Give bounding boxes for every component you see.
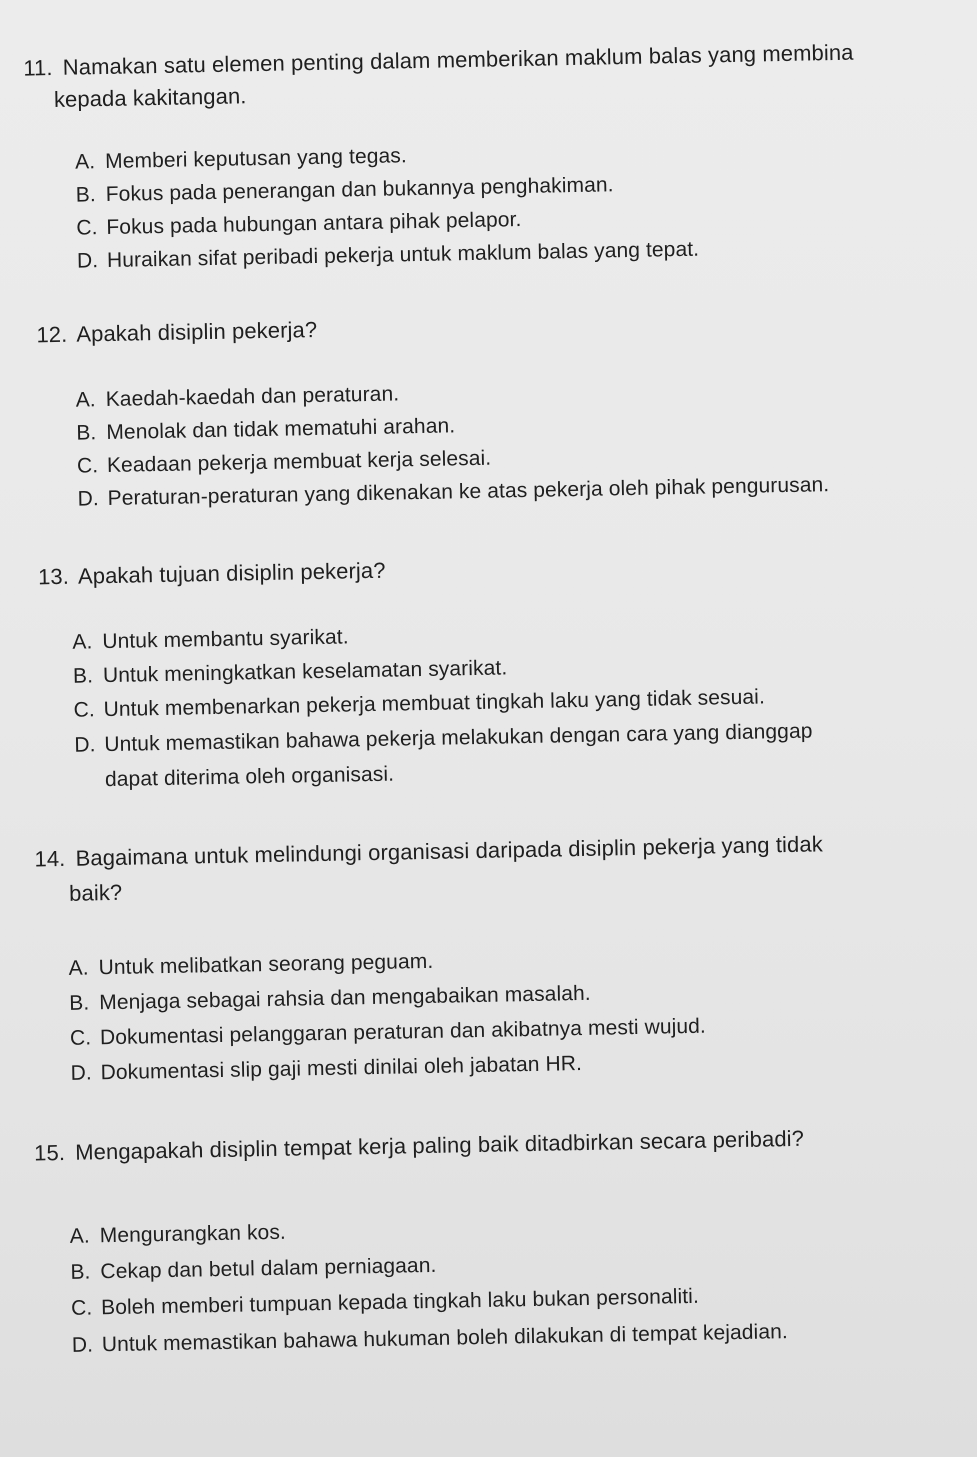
option-12-a	[75, 382, 399, 412]
option-15-b	[70, 1254, 436, 1285]
option-text: Mengurangkan kos.	[99, 1220, 287, 1248]
option-letter: C.	[70, 1296, 93, 1320]
option-letter: C.	[69, 1026, 92, 1050]
question-text: Namakan satu elemen penting dalam memberikan maklum balas yang membina	[62, 39, 854, 80]
option-letter: C.	[76, 454, 99, 478]
option-letter: D.	[70, 1061, 93, 1085]
option-letter: B.	[69, 991, 90, 1015]
option-letter: C.	[76, 216, 98, 240]
option-letter: B.	[75, 183, 97, 207]
option-letter: B.	[76, 421, 97, 445]
option-text: Untuk meningkatkan keselamatan syarikat.	[102, 656, 508, 688]
question-13-line-1	[38, 559, 386, 590]
question-11-line-1	[23, 41, 854, 81]
option-letter: A.	[68, 956, 89, 980]
option-14-a	[68, 950, 433, 981]
option-letter: D.	[71, 1333, 94, 1357]
option-11-c	[76, 208, 521, 241]
question-text: baik?	[68, 879, 123, 906]
question-11-line-2	[54, 84, 247, 112]
option-15-a	[70, 1221, 287, 1249]
option-letter: B.	[72, 664, 94, 688]
option-text: Boleh memberi tumpuan kepada tingkah laku bukan personaliti.	[100, 1284, 700, 1320]
option-15-c	[71, 1285, 699, 1321]
option-letter: D.	[77, 487, 100, 511]
option-text: Huraikan sifat peribadi pekerja untuk maklum balas yang tepat.	[106, 237, 700, 272]
option-11-a	[75, 144, 407, 174]
question-number: 13.	[37, 563, 70, 590]
option-12-d	[77, 473, 829, 511]
option-text: Memberi keputusan yang tegas.	[104, 144, 408, 174]
option-13-d-line-2	[105, 763, 395, 793]
option-text: Cekap dan betul dalam perniagaan.	[100, 1253, 437, 1284]
option-text: Untuk membenarkan pekerja membuat tingkah laku yang tidak sesuai.	[103, 685, 766, 722]
option-14-c	[70, 1015, 706, 1051]
option-letter: B.	[70, 1260, 91, 1284]
question-text: kepada kakitangan.	[53, 83, 247, 112]
question-15-line-1	[34, 1127, 804, 1166]
option-11-d	[77, 238, 700, 274]
question-14-line-2	[69, 881, 123, 906]
option-14-b	[69, 982, 591, 1016]
question-14-line-1	[34, 832, 823, 871]
option-letter: A.	[74, 150, 96, 174]
option-text: Kaedah-kaedah dan peraturan.	[105, 382, 400, 412]
option-text: Menolak dan tidak mematuhi arahan.	[106, 414, 456, 445]
option-letter: D.	[76, 249, 99, 273]
option-text: Fokus pada penerangan dan bukannya penghakiman.	[105, 173, 614, 207]
option-text: Fokus pada hubungan antara pihak pelapor.	[106, 208, 522, 239]
option-text: Dokumentasi pelanggaran peraturan dan akibatnya mesti wujud.	[99, 1014, 707, 1050]
option-13-b	[73, 656, 508, 688]
option-letter: A.	[72, 630, 93, 654]
option-text: dapat diterima oleh organisasi.	[104, 762, 395, 792]
question-text: Apakah tujuan disiplin pekerja?	[77, 557, 386, 589]
option-text: Peraturan-peraturan yang dikenakan ke atas pekerja oleh pihak pengurusan.	[107, 473, 830, 511]
option-13-a	[72, 625, 349, 654]
option-letter: D.	[74, 733, 96, 757]
option-13-c	[73, 685, 765, 722]
option-text: Untuk membantu syarikat.	[102, 625, 349, 654]
option-text: Menjaga sebagai rahsia dan mengabaikan masalah.	[99, 981, 591, 1015]
question-text: Apakah disiplin pekerja?	[76, 316, 318, 347]
option-text: Dokumentasi slip gaji mesti dinilai oleh jabatan HR.	[100, 1052, 583, 1085]
question-12-line-1	[36, 318, 317, 347]
option-letter: C.	[73, 698, 96, 722]
option-text: Keadaan pekerja membuat kerja selesai.	[106, 446, 492, 478]
question-number: 12.	[36, 321, 68, 348]
option-14-d	[70, 1052, 582, 1086]
option-12-c	[77, 447, 492, 479]
option-12-b	[76, 414, 455, 445]
option-11-b	[76, 173, 614, 207]
question-number: 14.	[34, 845, 66, 872]
option-text: Untuk melibatkan seorang peguam.	[98, 949, 434, 980]
question-number: 15.	[33, 1139, 66, 1166]
question-text: Mengapakah disiplin tempat kerja paling baik ditadbirkan secara peribadi?	[75, 1125, 805, 1165]
option-letter: A.	[75, 388, 96, 412]
option-letter: A.	[69, 1224, 91, 1248]
option-text: Untuk memastikan bahawa hukuman boleh dilakukan di tempat kejadian.	[101, 1320, 789, 1357]
question-number: 11.	[23, 55, 53, 81]
option-15-d	[72, 1320, 788, 1358]
question-text: Bagaimana untuk melindungi organisasi daripada disiplin pekerja yang tidak	[75, 831, 824, 871]
option-13-d	[74, 720, 813, 758]
option-text: Untuk memastikan bahawa pekerja melakukan dengan cara yang dianggap	[104, 719, 813, 757]
